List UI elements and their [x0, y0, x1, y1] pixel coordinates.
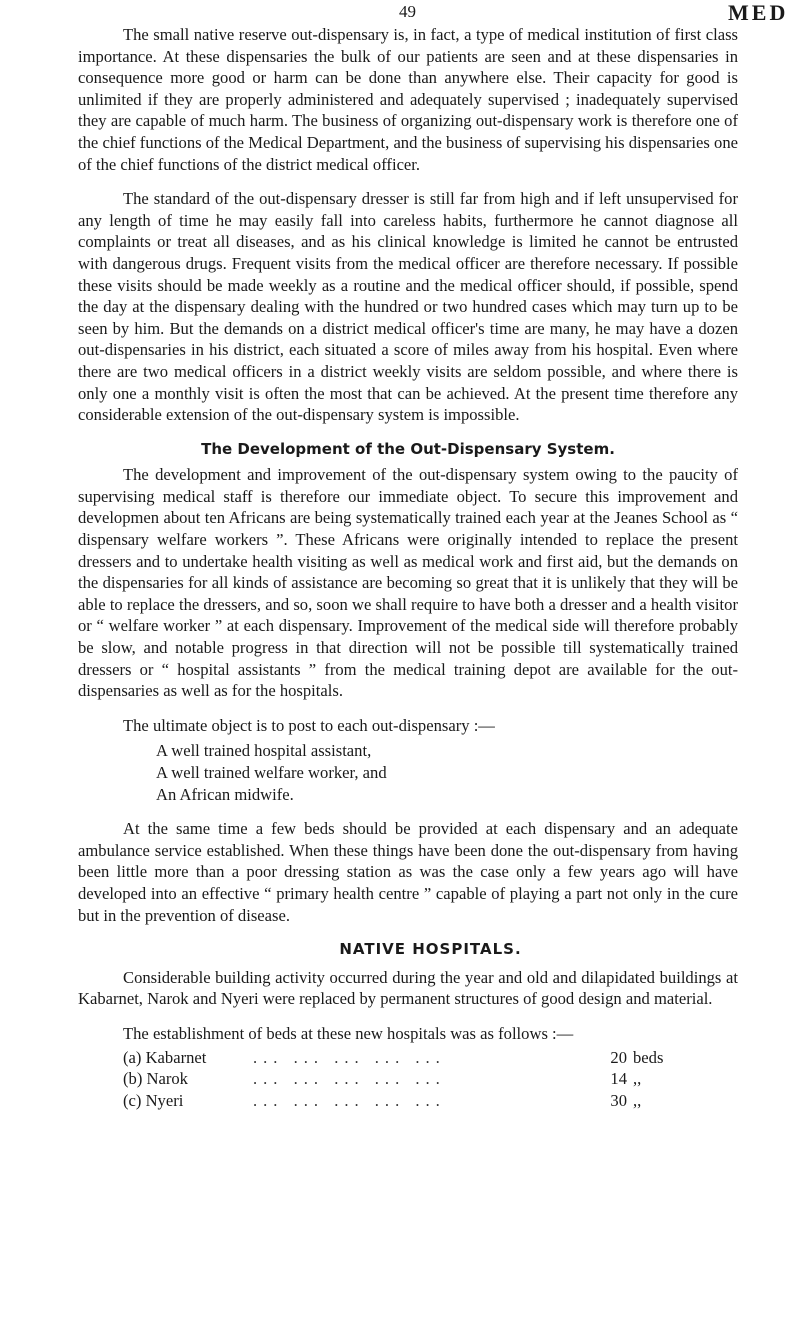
bed-row — [123, 1090, 683, 1112]
bed-count: 20 — [610, 1047, 627, 1067]
bed-unit: beds — [633, 1047, 664, 1067]
bed-row — [123, 1068, 683, 1090]
staff-list — [78, 740, 738, 805]
hospital-name: (b) Narok — [123, 1069, 188, 1089]
section-heading-development: The Development of the Out-Dispensary System. — [201, 439, 615, 458]
leader-dots: ... ... ... ... ... — [253, 1047, 446, 1067]
paragraph-out-dispensary-importance: The small native reserve out-dispensary is, in fact, a type of medical institution of first class importance. At these dispensaries the bulk of our patients are seen and at these dispensaries in consequence more good or harm can be done than anywhere else. Their capacity for good is unlimited if they are properly administered and adequately supervised ; inadequately supervised they are capable of much harm. The business of organizing out-dispensary work is therefore one of the chief functions of the Medical Department, and the business of supervising his dispensaries one of the chief functions of the district medical officer. — [78, 25, 738, 174]
bed-count: 14 — [610, 1069, 627, 1089]
beds-list — [78, 1047, 738, 1112]
paragraph-dresser-standard: The standard of the out-dispensary dresser is still far from high and if left unsupervised for any length of time he may easily fall into careless habits, furthermore he cannot diagnose all complaints or treat all diseases, and as his clinical knowledge is limited he cannot be entrusted with dangerous drugs. Frequent visits from the medical officer are therefore necessary. If possible these visits should be made weekly as a routine and the medical officer should, if possible, spend the day at the dispensary dealing with the hundred or two hundred cases which may turn up to be seen by him. But the demands on a district medical officer's time are many, he may have a dozen out-dispensaries in his district, each situated a score of miles away from his hospital. Even where there are two medical officers in a district weekly visits are seldom possible, and where there is only one a monthly visit is often the most that can be achieved. At the present time therefore any considerable extension of the out-dispensary system is impossible. — [78, 189, 738, 425]
list-item: An African midwife. — [156, 784, 294, 804]
paragraph-development: The development and improvement of the out-dispensary system owing to the paucity of supervising medical staff is therefore our immediate object. To secure this improvement and developmen about ten Africans are being systematically trained each year at the Jeanes School as “ dispensary welfare workers ”. These Africans were originally intended to replace the present dressers and to undertake health visiting as well as medical work and first aid, but the demands on the dispensaries for all kinds of assistance are becoming so great that it is unlikely that they will be able to replace the dressers, and so, soon we shall require to have both a dresser and a health visitor or “ welfare worker ” at each dispensary. Improvement of the medical side will therefore probably be slow, and notable progress in that direction will not be possible till systematically trained dressers or “ hospital assistants ” from the medical training depot are available for the out-dispensaries as well as for the hospitals. — [78, 465, 738, 701]
hospital-name: (a) Kabarnet — [123, 1047, 207, 1067]
bed-count: 30 — [610, 1090, 627, 1110]
paragraph-beds-ambulance: At the same time a few beds should be provided at each dispensary and an adequate ambulance service established. When these things have been done the out-dispensary from having been little more than a poor dressing station as was the case only a few years ago will have developed into an effective “ primary health centre ” capable of playing a part not only in the cure but in the prevention of disease. — [78, 819, 738, 925]
paragraph-ultimate-object: The ultimate object is to post to each out-dispensary :— — [123, 715, 495, 735]
leader-dots: ... ... ... ... ... — [253, 1069, 446, 1089]
bed-row — [123, 1047, 683, 1069]
paragraph-beds-intro: The establishment of beds at these new hospitals was as follows :— — [123, 1023, 574, 1043]
section-code: MED — [728, 0, 789, 25]
bed-unit: ,, — [633, 1090, 642, 1110]
bed-unit: ,, — [633, 1069, 642, 1089]
page-number: 49 — [399, 2, 416, 21]
list-item: A well trained hospital assistant, — [156, 741, 372, 761]
document-body — [78, 24, 738, 1111]
paragraph-building-activity: Considerable building activity occurred during the year and old and dilapidated buildings at Kabarnet, Narok and Nyeri were replaced by permanent structures of good design and material. — [78, 967, 738, 1009]
section-heading-native-hospitals: NATIVE HOSPITALS. — [339, 940, 522, 959]
hospital-name: (c) Nyeri — [123, 1090, 184, 1110]
list-item: A well trained welfare worker, and — [156, 763, 387, 782]
leader-dots: ... ... ... ... ... — [253, 1090, 446, 1110]
